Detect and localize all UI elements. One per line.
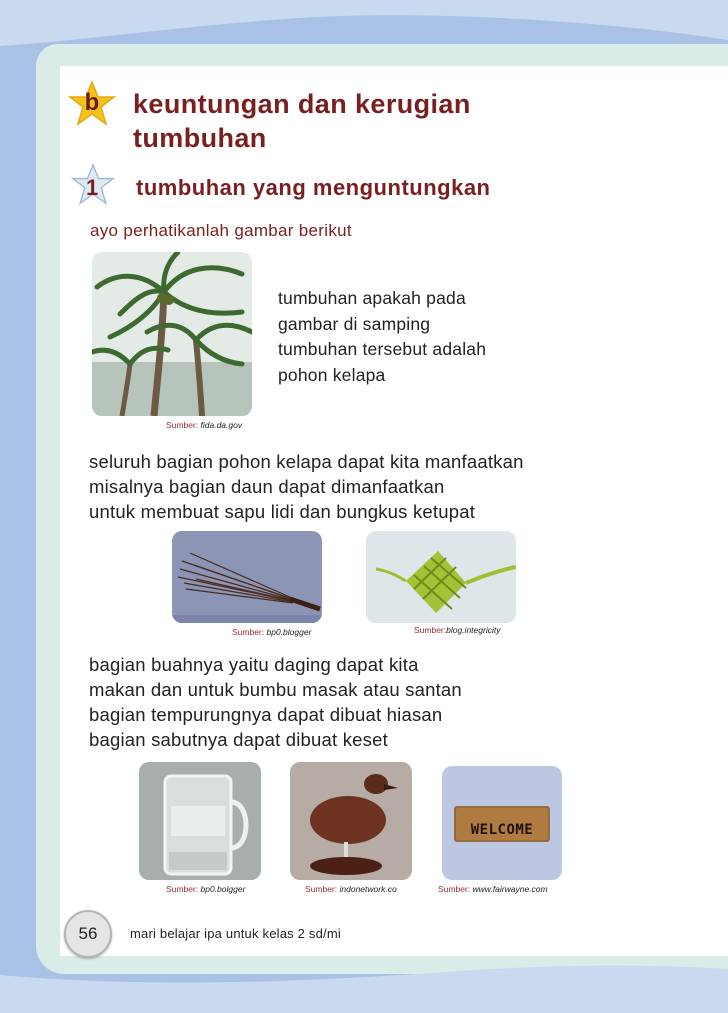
subsection-number: 1 xyxy=(86,175,99,200)
paragraph-line: bagian tempurungnya dapat dibuat hiasan xyxy=(89,704,443,725)
broom-photo-credit: Sumber: bp0.blogger xyxy=(232,627,312,637)
paragraph-line: bagian sabutnya dapat dibuat keset xyxy=(89,729,388,750)
page-number: 56 xyxy=(78,924,98,943)
doormat-photo-credit: Sumber: www.fairwayne.com xyxy=(438,884,548,894)
question-line: tumbuhan apakah pada xyxy=(278,288,466,308)
ketupat-photo xyxy=(366,531,516,623)
question-line: tumbuhan tersebut adalah xyxy=(278,339,487,359)
ketupat-photo-credit: Sumber:blog.integricity xyxy=(414,625,501,635)
question-line: pohon kelapa xyxy=(278,364,386,385)
coconut-drink-photo xyxy=(139,762,261,880)
doormat-photo xyxy=(442,766,562,880)
question-line: gambar di samping xyxy=(278,313,431,334)
paragraph-line: makan dan untuk bumbu masak atau santan xyxy=(89,679,462,700)
paragraph-line: seluruh bagian pohon kelapa dapat kita manfaatkan xyxy=(89,451,524,472)
section-title-line1: keuntungan dan kerugian xyxy=(133,89,471,119)
bottom-wave-decoration xyxy=(0,955,728,1013)
paragraph-fruit-uses xyxy=(89,652,462,752)
subsection-title: tumbuhan yang menguntungkan xyxy=(136,175,491,200)
page-number-badge xyxy=(64,910,112,958)
intro-text: ayo perhatikanlah gambar berikut xyxy=(90,221,352,240)
footer-book-title: mari belajar ipa untuk kelas 2 sd/mi xyxy=(130,926,341,941)
paragraph-line: misalnya bagian daun dapat dimanfaatkan xyxy=(89,476,445,497)
section-letter: b xyxy=(84,89,100,116)
drink-photo-credit: Sumber: bp0.bolgger xyxy=(166,884,246,894)
section-title-line2: tumbuhan xyxy=(133,123,267,153)
paragraph-line: untuk membuat sapu lidi dan bungkus ketupat xyxy=(89,501,476,522)
paragraph-leaf-uses xyxy=(89,449,524,524)
paragraph-line: bagian buahnya yaitu daging dapat kita xyxy=(89,654,419,675)
broom-photo xyxy=(172,531,322,623)
shell-ornament-photo xyxy=(290,762,412,880)
coconut-photo-credit: Sumber: fida.da.gov xyxy=(166,420,243,430)
coconut-tree-photo xyxy=(92,252,252,416)
coconut-question xyxy=(278,286,486,388)
ornament-photo-credit: Sumber: indonetwork.co xyxy=(305,884,397,894)
doormat-text: WELCOME xyxy=(470,822,534,838)
